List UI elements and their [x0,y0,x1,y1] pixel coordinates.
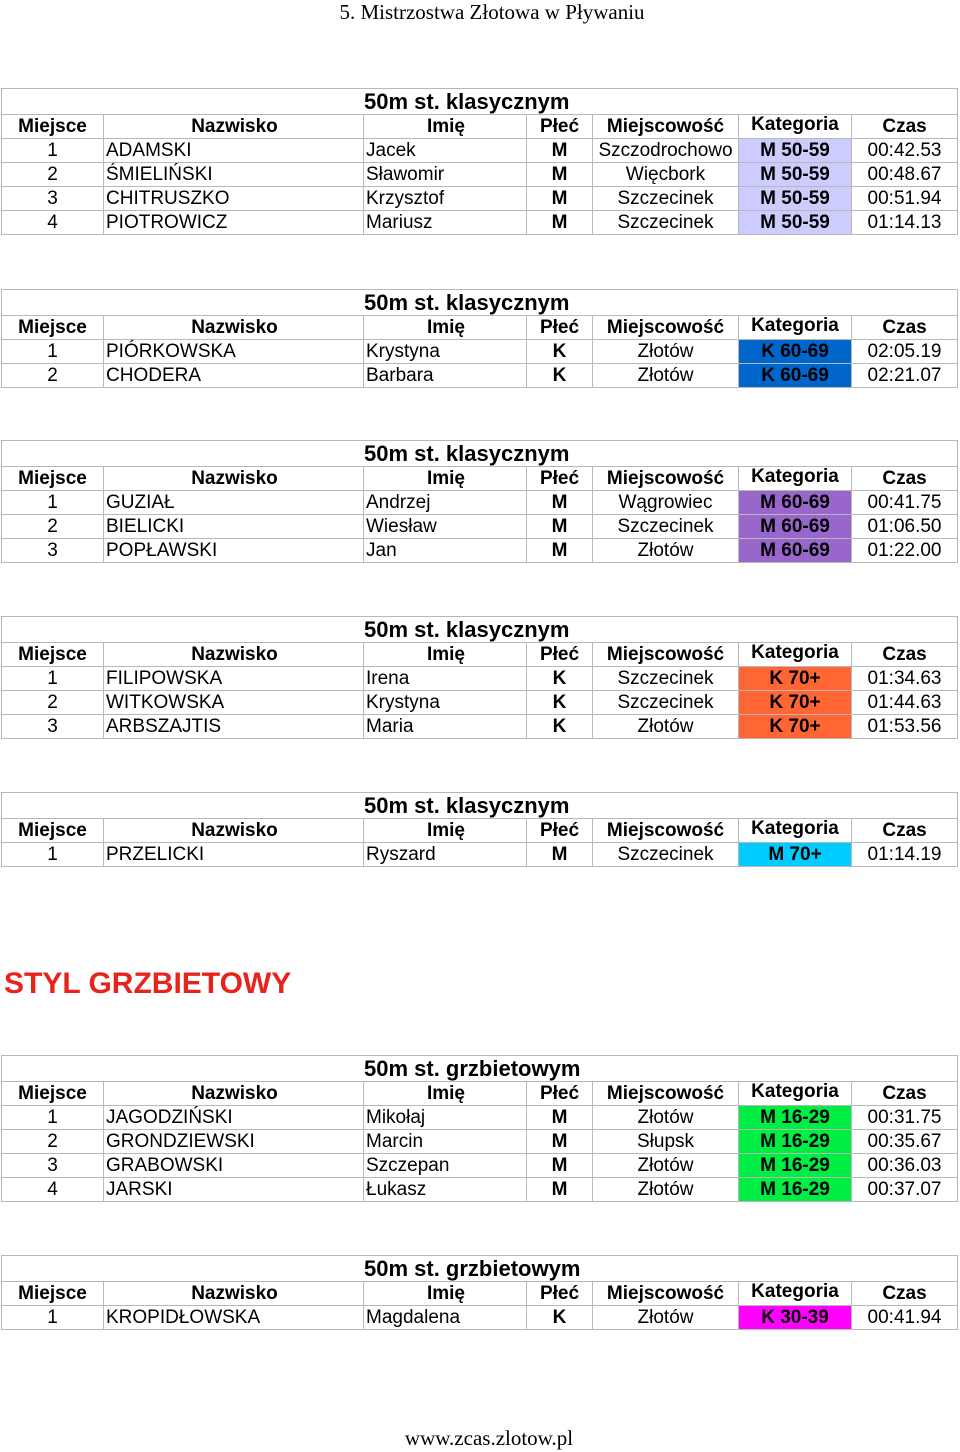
cell-time: 00:41.75 [852,491,958,515]
cell-town: Szczecinek [593,667,739,691]
cell-time: 00:35.67 [852,1130,958,1154]
column-header-town: Miejscowość [593,819,739,843]
footer-url: www.zcas.zlotow.pl [404,1426,574,1450]
column-header-first-name: Imię [364,316,527,340]
table-row [2,715,958,739]
cell-first-name: Jan [364,539,527,563]
column-header-time: Czas [852,115,958,139]
cell-first-name: Sławomir [364,163,527,187]
cell-sex: K [527,715,593,739]
column-header-sex: Płeć [527,819,593,843]
cell-sex: M [527,187,593,211]
header-row [2,115,958,139]
cell-place: 4 [2,211,104,235]
cell-time: 01:44.63 [852,691,958,715]
column-header-category: Kategoria [739,115,852,139]
cell-place: 1 [2,843,104,867]
column-header-category: Kategoria [739,819,852,843]
column-header-category: Kategoria [739,1082,852,1106]
cell-surname: CHODERA [104,364,364,388]
table-row [2,539,958,563]
column-header-sex: Płeć [527,316,593,340]
cell-sex: K [527,691,593,715]
cell-town: Szczodrochowo [593,139,739,163]
column-header-sex: Płeć [527,1082,593,1106]
cell-place: 1 [2,1306,104,1330]
column-header-first-name: Imię [364,1082,527,1106]
cell-category: M 16-29 [739,1178,852,1202]
cell-town: Szczecinek [593,515,739,539]
cell-time: 00:42.53 [852,139,958,163]
cell-category: M 50-59 [739,187,852,211]
table-title: 50m st. klasycznym [2,793,958,819]
cell-sex: M [527,1178,593,1202]
cell-surname: BIELICKI [104,515,364,539]
column-header-sex: Płeć [527,1282,593,1306]
column-header-town: Miejscowość [593,467,739,491]
cell-town: Złotów [593,340,739,364]
cell-surname: GRABOWSKI [104,1154,364,1178]
column-header-first-name: Imię [364,115,527,139]
column-header-first-name: Imię [364,467,527,491]
cell-place: 2 [2,163,104,187]
table-row [2,515,958,539]
cell-sex: M [527,539,593,563]
results-table [1,792,958,867]
cell-first-name: Wiesław [364,515,527,539]
cell-time: 00:37.07 [852,1178,958,1202]
column-header-sex: Płeć [527,643,593,667]
cell-place: 3 [2,715,104,739]
header-row [2,643,958,667]
column-header-surname: Nazwisko [104,1082,364,1106]
cell-time: 00:51.94 [852,187,958,211]
cell-place: 2 [2,364,104,388]
cell-town: Szczecinek [593,211,739,235]
header-row [2,1082,958,1106]
results-table [1,1055,958,1202]
cell-first-name: Szczepan [364,1154,527,1178]
cell-town: Wągrowiec [593,491,739,515]
cell-sex: K [527,667,593,691]
cell-time: 01:14.19 [852,843,958,867]
header-row [2,819,958,843]
cell-sex: K [527,364,593,388]
cell-first-name: Ryszard [364,843,527,867]
column-header-town: Miejscowość [593,1282,739,1306]
column-header-town: Miejscowość [593,316,739,340]
cell-surname: FILIPOWSKA [104,667,364,691]
cell-category: M 60-69 [739,539,852,563]
table-row [2,163,958,187]
page-title: 5. Mistrzostwa Złotowa w Pływaniu [339,0,645,24]
cell-first-name: Maria [364,715,527,739]
cell-category: M 16-29 [739,1130,852,1154]
cell-town: Złotów [593,1106,739,1130]
cell-town: Złotów [593,539,739,563]
cell-surname: PRZELICKI [104,843,364,867]
cell-first-name: Mariusz [364,211,527,235]
cell-sex: M [527,163,593,187]
cell-place: 1 [2,1106,104,1130]
cell-town: Więcbork [593,163,739,187]
column-header-place: Miejsce [2,1082,104,1106]
cell-place: 3 [2,1154,104,1178]
cell-category: K 70+ [739,715,852,739]
column-header-time: Czas [852,643,958,667]
column-header-surname: Nazwisko [104,819,364,843]
table-title: 50m st. grzbietowym [2,1056,958,1082]
cell-sex: K [527,340,593,364]
column-header-surname: Nazwisko [104,316,364,340]
column-header-sex: Płeć [527,467,593,491]
table-row [2,1130,958,1154]
column-header-category: Kategoria [739,316,852,340]
cell-place: 3 [2,539,104,563]
cell-first-name: Irena [364,667,527,691]
cell-category: M 50-59 [739,163,852,187]
cell-first-name: Andrzej [364,491,527,515]
cell-surname: CHITRUSZKO [104,187,364,211]
column-header-category: Kategoria [739,1282,852,1306]
cell-town: Szczecinek [593,187,739,211]
column-header-surname: Nazwisko [104,467,364,491]
cell-surname: ŚMIELIŃSKI [104,163,364,187]
cell-surname: ARBSZAJTIS [104,715,364,739]
cell-surname: ADAMSKI [104,139,364,163]
table-row [2,1306,958,1330]
cell-place: 1 [2,667,104,691]
cell-surname: PIÓRKOWSKA [104,340,364,364]
cell-sex: M [527,1106,593,1130]
cell-place: 2 [2,691,104,715]
cell-time: 01:14.13 [852,211,958,235]
column-header-time: Czas [852,1082,958,1106]
cell-first-name: Mikołaj [364,1106,527,1130]
results-table [1,616,958,739]
column-header-time: Czas [852,467,958,491]
cell-sex: M [527,1130,593,1154]
table-row [2,667,958,691]
cell-place: 1 [2,340,104,364]
cell-place: 3 [2,187,104,211]
cell-sex: M [527,843,593,867]
cell-category: M 70+ [739,843,852,867]
column-header-town: Miejscowość [593,1082,739,1106]
cell-sex: M [527,491,593,515]
cell-town: Złotów [593,1154,739,1178]
table-row [2,139,958,163]
cell-time: 01:53.56 [852,715,958,739]
table-title: 50m st. klasycznym [2,441,958,467]
cell-sex: M [527,1154,593,1178]
column-header-town: Miejscowość [593,115,739,139]
table-row [2,340,958,364]
cell-first-name: Łukasz [364,1178,527,1202]
cell-town: Złotów [593,1178,739,1202]
cell-surname: JARSKI [104,1178,364,1202]
cell-town: Słupsk [593,1130,739,1154]
header-row [2,1282,958,1306]
table-row [2,691,958,715]
cell-category: M 60-69 [739,491,852,515]
cell-sex: M [527,139,593,163]
cell-category: K 60-69 [739,364,852,388]
column-header-sex: Płeć [527,115,593,139]
cell-place: 1 [2,491,104,515]
cell-category: M 16-29 [739,1106,852,1130]
cell-time: 00:36.03 [852,1154,958,1178]
column-header-place: Miejsce [2,316,104,340]
cell-time: 02:05.19 [852,340,958,364]
cell-surname: JAGODZIŃSKI [104,1106,364,1130]
table-row [2,187,958,211]
column-header-surname: Nazwisko [104,1282,364,1306]
cell-first-name: Krystyna [364,340,527,364]
cell-first-name: Jacek [364,139,527,163]
cell-town: Szczecinek [593,843,739,867]
cell-time: 01:34.63 [852,667,958,691]
column-header-town: Miejscowość [593,643,739,667]
header-row [2,467,958,491]
cell-surname: GUZIAŁ [104,491,364,515]
column-header-first-name: Imię [364,643,527,667]
cell-category: K 30-39 [739,1306,852,1330]
cell-town: Złotów [593,1306,739,1330]
table-row [2,364,958,388]
cell-category: K 70+ [739,691,852,715]
table-row [2,1154,958,1178]
results-table [1,1255,958,1330]
column-header-first-name: Imię [364,819,527,843]
table-title: 50m st. klasycznym [2,89,958,115]
column-header-place: Miejsce [2,115,104,139]
table-row [2,843,958,867]
results-table [1,88,958,235]
table-row [2,1106,958,1130]
cell-first-name: Magdalena [364,1306,527,1330]
column-header-place: Miejsce [2,1282,104,1306]
cell-surname: KROPIDŁOWSKA [104,1306,364,1330]
table-row [2,491,958,515]
header-row [2,316,958,340]
cell-time: 02:21.07 [852,364,958,388]
table-row [2,211,958,235]
cell-town: Złotów [593,715,739,739]
cell-category: K 70+ [739,667,852,691]
cell-first-name: Marcin [364,1130,527,1154]
cell-place: 4 [2,1178,104,1202]
cell-first-name: Krystyna [364,691,527,715]
cell-sex: M [527,211,593,235]
column-header-place: Miejsce [2,643,104,667]
cell-place: 2 [2,515,104,539]
cell-surname: WITKOWSKA [104,691,364,715]
cell-first-name: Krzysztof [364,187,527,211]
cell-category: M 50-59 [739,139,852,163]
cell-time: 00:41.94 [852,1306,958,1330]
cell-category: M 60-69 [739,515,852,539]
column-header-time: Czas [852,819,958,843]
cell-time: 00:31.75 [852,1106,958,1130]
column-header-first-name: Imię [364,1282,527,1306]
table-row [2,1178,958,1202]
cell-place: 2 [2,1130,104,1154]
cell-place: 1 [2,139,104,163]
cell-category: K 60-69 [739,340,852,364]
column-header-surname: Nazwisko [104,115,364,139]
column-header-time: Czas [852,316,958,340]
results-table [1,440,958,563]
cell-time: 01:06.50 [852,515,958,539]
table-title: 50m st. klasycznym [2,290,958,316]
cell-sex: K [527,1306,593,1330]
cell-time: 00:48.67 [852,163,958,187]
cell-surname: PIOTROWICZ [104,211,364,235]
cell-category: M 16-29 [739,1154,852,1178]
cell-first-name: Barbara [364,364,527,388]
column-header-time: Czas [852,1282,958,1306]
table-title: 50m st. klasycznym [2,617,958,643]
column-header-place: Miejsce [2,819,104,843]
results-table [1,289,958,388]
cell-sex: M [527,515,593,539]
column-header-category: Kategoria [739,467,852,491]
cell-town: Złotów [593,364,739,388]
cell-town: Szczecinek [593,691,739,715]
cell-surname: POPŁAWSKI [104,539,364,563]
table-title: 50m st. grzbietowym [2,1256,958,1282]
cell-time: 01:22.00 [852,539,958,563]
column-header-category: Kategoria [739,643,852,667]
cell-category: M 50-59 [739,211,852,235]
column-header-surname: Nazwisko [104,643,364,667]
column-header-place: Miejsce [2,467,104,491]
cell-surname: GRONDZIEWSKI [104,1130,364,1154]
section-title-backstroke: STYL GRZBIETOWY [4,967,292,1000]
